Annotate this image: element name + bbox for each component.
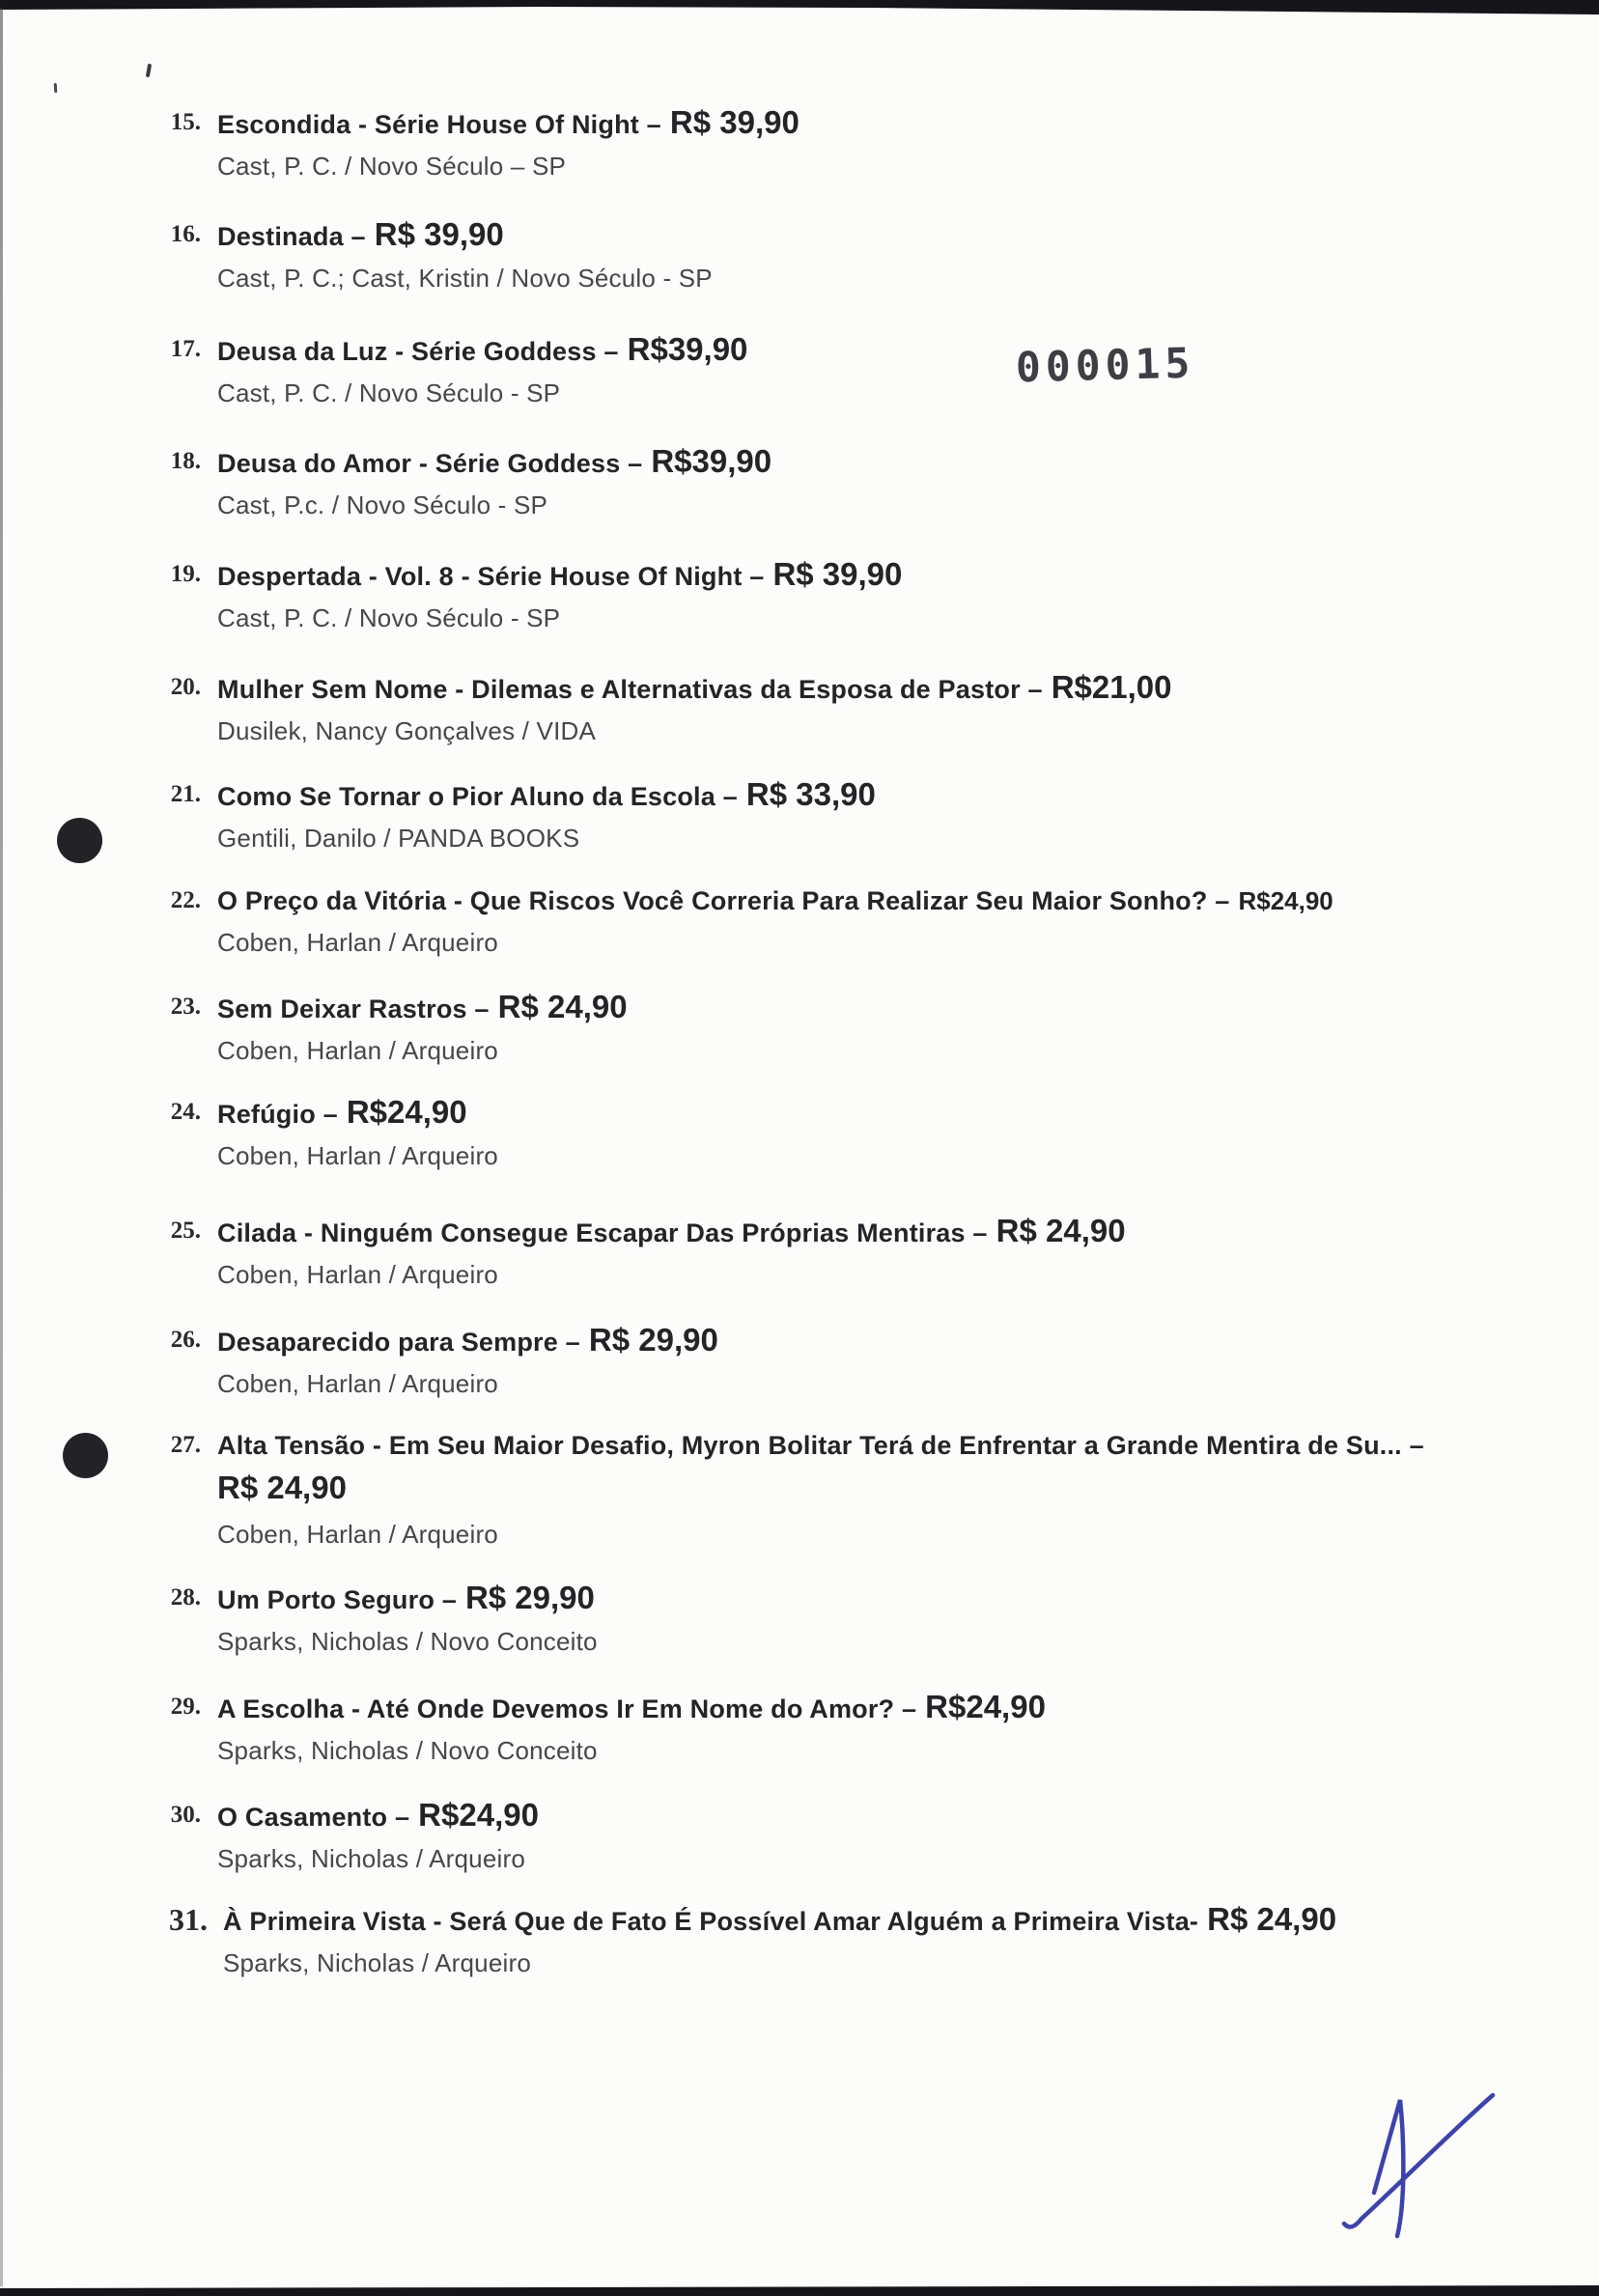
book-title: O Casamento – (217, 1803, 410, 1832)
book-author: Cast, P. C. / Novo Século – SP (217, 152, 567, 181)
book-title: Refúgio – (217, 1100, 338, 1129)
book-author: Coben, Harlan / Arqueiro (217, 928, 498, 957)
book-author: Coben, Harlan / Arqueiro (217, 1036, 498, 1065)
book-author: Cast, P. C.; Cast, Kristin / Novo Século - SP (217, 264, 713, 293)
list-item (0, 1799, 1564, 1873)
item-number: 30. (170, 1802, 201, 1828)
book-title: Mulher Sem Nome - Dilemas e Alternativas da Esposa de Pastor – (217, 675, 1043, 704)
list-item (0, 1324, 1564, 1398)
book-title: Cilada - Ninguém Consegue Escapar Das Próprias Mentiras – (217, 1218, 988, 1247)
book-author: Dusilek, Nancy Gonçalves / VIDA (217, 716, 597, 745)
book-price: R$ 39,90 (374, 216, 504, 252)
book-title: Um Porto Seguro – (217, 1585, 457, 1614)
list-item (0, 445, 1564, 519)
book-author: Sparks, Nicholas / Arqueiro (217, 1844, 525, 1873)
list-item (0, 778, 1564, 853)
scan-speck (54, 83, 58, 93)
list-item (0, 1903, 1564, 1977)
book-title: Sem Deixar Rastros – (217, 994, 490, 1023)
item-number: 25. (170, 1218, 201, 1244)
scan-edge-top-bar (0, 0, 1599, 17)
book-price: R$ 33,90 (745, 776, 876, 812)
item-number: 20. (170, 674, 201, 700)
book-price: R$ 24,90 (1207, 1901, 1337, 1937)
numeric-page-stamp: 000015 (1015, 339, 1195, 393)
book-title: À Primeira Vista - Será Que de Fato É Possível Amar Alguém a Primeira Vista- (223, 1907, 1199, 1936)
book-author: Coben, Harlan / Arqueiro (217, 1260, 498, 1289)
book-title: A Escolha - Até Onde Devemos Ir Em Nome do Amor? – (217, 1694, 917, 1723)
book-price: R$39,90 (627, 331, 748, 367)
item-number: 23. (170, 994, 201, 1020)
item-number: 28. (170, 1584, 201, 1610)
book-price: R$ 39,90 (772, 556, 903, 592)
book-author: Cast, P.c. / Novo Século - SP (217, 490, 548, 519)
book-price: R$39,90 (651, 443, 772, 479)
item-number: 19. (170, 561, 201, 587)
book-title: Destinada – (217, 222, 366, 251)
book-price: R$ 24,90 (497, 989, 628, 1024)
item-number: 27. (170, 1432, 201, 1458)
book-price: R$ 24,90 (217, 1470, 347, 1505)
book-price: R$24,90 (925, 1689, 1046, 1724)
list-item (0, 671, 1564, 745)
scan-speck (146, 64, 152, 77)
book-price: R$21,00 (1051, 669, 1172, 705)
book-title: Despertada - Vol. 8 - Série House Of Night – (217, 562, 765, 591)
book-author: Gentili, Danilo / PANDA BOOKS (217, 824, 580, 853)
book-author: Sparks, Nicholas / Novo Conceito (217, 1736, 598, 1765)
book-price: R$ 29,90 (588, 1322, 718, 1358)
list-item (0, 1691, 1564, 1765)
item-number: 29. (170, 1694, 201, 1720)
item-number: 31. (169, 1902, 208, 1937)
book-price: R$ 24,90 (996, 1213, 1126, 1248)
item-number: 15. (170, 109, 201, 135)
list-item (0, 106, 1564, 181)
book-author: Coben, Harlan / Arqueiro (217, 1520, 498, 1549)
book-title: Deusa do Amor - Série Goddess – (217, 449, 643, 478)
list-item (0, 884, 1564, 957)
book-author: Sparks, Nicholas / Arqueiro (223, 1948, 531, 1977)
list-item (0, 333, 1564, 407)
book-title: O Preço da Vitória - Que Riscos Você Correria Para Realizar Seu Maior Sonho? – (217, 886, 1230, 915)
book-title: Desaparecido para Sempre – (217, 1328, 580, 1357)
book-title: Como Se Tornar o Pior Aluno da Escola – (217, 782, 738, 811)
book-author: Coben, Harlan / Arqueiro (217, 1141, 498, 1170)
item-number: 17. (170, 336, 201, 362)
book-price: R$ 39,90 (669, 104, 800, 140)
book-price: R$24,90 (418, 1797, 539, 1833)
list-item (0, 1429, 1564, 1549)
item-number: 24. (170, 1099, 201, 1125)
list-item (0, 991, 1564, 1065)
book-title: Escondida - Série House Of Night – (217, 110, 661, 139)
book-price: R$ 29,90 (464, 1580, 595, 1615)
signature-mark (1337, 2086, 1506, 2245)
book-title: Deusa da Luz - Série Goddess – (217, 337, 619, 366)
item-number: 18. (170, 448, 201, 474)
item-number: 21. (170, 781, 201, 807)
book-title: Alta Tensão - Em Seu Maior Desafio, Myron Bolitar Terá de Enfrentar a Grande Mentira de Su... – (217, 1431, 1424, 1460)
list-item (0, 558, 1564, 632)
item-number: 22. (170, 887, 201, 913)
list-item (0, 218, 1564, 293)
item-number: 26. (170, 1327, 201, 1353)
scan-edge-bottom-bar (0, 2284, 1599, 2296)
list-item (0, 1582, 1564, 1656)
list-item (0, 1096, 1564, 1170)
book-price: R$24,90 (1238, 886, 1333, 915)
list-item (0, 1215, 1564, 1289)
book-author: Sparks, Nicholas / Novo Conceito (217, 1627, 598, 1656)
book-author: Coben, Harlan / Arqueiro (217, 1369, 498, 1398)
item-number: 16. (170, 221, 201, 247)
book-author: Cast, P. C. / Novo Século - SP (217, 378, 561, 407)
book-price: R$24,90 (346, 1094, 467, 1130)
book-author: Cast, P. C. / Novo Século - SP (217, 603, 561, 632)
